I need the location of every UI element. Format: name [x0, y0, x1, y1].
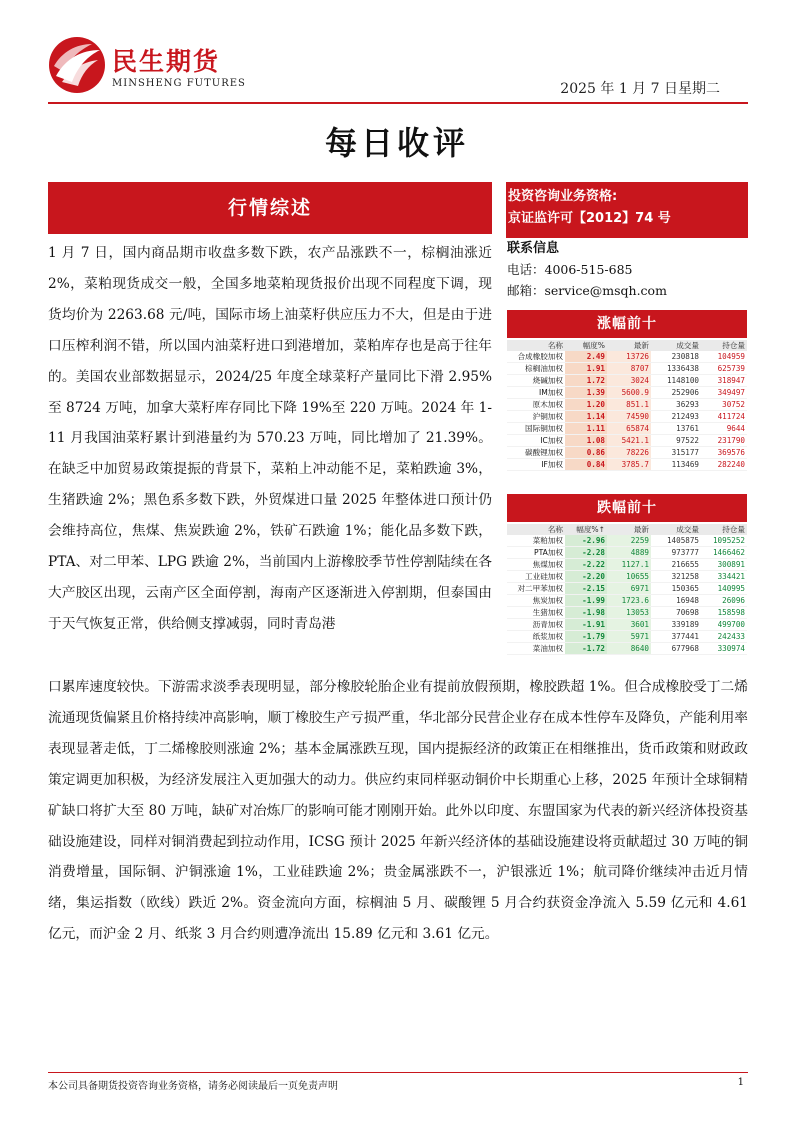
cell-chg: -2.20	[565, 571, 607, 583]
cell-chg: -1.79	[565, 631, 607, 643]
summary-paragraph-part1: 1 月 7 日，国内商品期市收盘多数下跌，农产品涨跌不一，棕榈油涨近 2%，菜粕现货成交一般，全国多地菜粕现货报价出现不同程度下调，现货均价为 2263.68 元/吨，国际市场上油菜籽供应压力不大，但是由于进口压榨利润不错，所以国内油菜籽进口到港增加，菜粕库存也是高于往年的。美国农业部数据显示，2024/25 年度全球菜籽产量同比下滑 2.95%至 8724 万吨，加拿大菜籽库存同比下降 19%至 220 万吨。2024 年 1-11 月我国油菜籽累计到港量约为 570.23 万吨，同比增加了 21.39%。在缺乏中加贸易政策提振的背景下，菜粕上冲动能不足，菜粕跌逾 3%，生猪跌逾 2%；黑色系多数下跌，外贸煤进口量 2025 年整体进口预计仍会维持高位，焦煤、焦炭跌逾 2%，铁矿石跌逾 1%；能化品多数下跌，PTA、对二甲苯、LPG 跌逾 2%，当前国内上游橡胶季节性停割陆续在各大产胶区出现，云南产区全面停割，海南产区逐渐进入停割期，但泰国由于天气恢复正常，供给侧支撑减弱，同时青岛港	[48, 245, 492, 632]
column-header[interactable]: 持仓量	[701, 524, 747, 535]
cell-name: PTA加权	[507, 547, 565, 559]
cell-chg: 1.20	[565, 399, 607, 411]
cell-vol: 16948	[651, 595, 701, 607]
table-row[interactable]	[507, 387, 747, 399]
cell-name: 生猪加权	[507, 607, 565, 619]
cell-oi: 231790	[701, 435, 747, 447]
losers-table	[507, 524, 747, 655]
cell-name: 国际铜加权	[507, 423, 565, 435]
cell-last: 1723.6	[607, 595, 651, 607]
table-row[interactable]	[507, 423, 747, 435]
column-header[interactable]: 持仓量	[701, 340, 747, 351]
cell-oi: 318947	[701, 375, 747, 387]
cell-name: 碳酸锂加权	[507, 447, 565, 459]
cell-oi: 9644	[701, 423, 747, 435]
table-row[interactable]	[507, 607, 747, 619]
cell-oi: 1466462	[701, 547, 747, 559]
column-header[interactable]: 名称	[507, 340, 565, 351]
cell-name: 棕榈油加权	[507, 363, 565, 375]
cell-name: 菜油加权	[507, 643, 565, 655]
cell-vol: 70698	[651, 607, 701, 619]
cell-name: 原木加权	[507, 399, 565, 411]
minsheng-logo-icon	[48, 36, 106, 94]
cell-oi: 411724	[701, 411, 747, 423]
cell-vol: 212493	[651, 411, 701, 423]
cell-vol: 1148100	[651, 375, 701, 387]
column-header[interactable]: 幅度%	[565, 340, 607, 351]
cell-last: 2259	[607, 535, 651, 547]
cell-last: 74590	[607, 411, 651, 423]
cell-chg: 1.11	[565, 423, 607, 435]
cell-chg: -1.91	[565, 619, 607, 631]
column-header[interactable]: 名称	[507, 524, 565, 535]
column-header[interactable]: 成交量	[651, 524, 701, 535]
cell-chg: 1.14	[565, 411, 607, 423]
table-row[interactable]	[507, 375, 747, 387]
cell-last: 3785.7	[607, 459, 651, 471]
cell-oi: 330974	[701, 643, 747, 655]
table-row[interactable]	[507, 535, 747, 547]
gainers-title: 涨幅前十	[507, 310, 747, 338]
column-header[interactable]: 成交量	[651, 340, 701, 351]
cell-oi: 349497	[701, 387, 747, 399]
table-row[interactable]	[507, 459, 747, 471]
cell-name: 焦炭加权	[507, 595, 565, 607]
cell-name: 合成橡胶加权	[507, 351, 565, 363]
table-row[interactable]	[507, 631, 747, 643]
qualification-line1: 投资咨询业务资格:	[508, 189, 618, 204]
cell-last: 3024	[607, 375, 651, 387]
cell-oi: 1095252	[701, 535, 747, 547]
cell-oi: 104959	[701, 351, 747, 363]
cell-chg: 2.49	[565, 351, 607, 363]
footer-disclaimer: 本公司具备期货投资咨询业务资格，请务必阅读最后一页免责声明	[48, 1081, 338, 1092]
cell-vol: 113469	[651, 459, 701, 471]
cell-oi: 30752	[701, 399, 747, 411]
cell-vol: 973777	[651, 547, 701, 559]
column-header[interactable]: 最新	[607, 340, 651, 351]
cell-name: 菜粕加权	[507, 535, 565, 547]
cell-vol: 321258	[651, 571, 701, 583]
cell-name: 沥青加权	[507, 619, 565, 631]
cell-vol: 677968	[651, 643, 701, 655]
losers-title: 跌幅前十	[507, 494, 747, 522]
cell-chg: 1.08	[565, 435, 607, 447]
qualification-box	[506, 182, 748, 238]
cell-vol: 150365	[651, 583, 701, 595]
cell-chg: 0.84	[565, 459, 607, 471]
cell-chg: 1.39	[565, 387, 607, 399]
report-date: 2025 年 1 月 7 日星期二	[560, 81, 720, 97]
contact-email[interactable]: 邮箱：service@msqh.com	[507, 283, 667, 298]
contact-info	[507, 238, 747, 301]
contact-phone: 电话：4006-515-685	[507, 262, 633, 277]
cell-vol: 216655	[651, 559, 701, 571]
cell-chg: 1.91	[565, 363, 607, 375]
cell-name: 工业硅加权	[507, 571, 565, 583]
cell-vol: 97522	[651, 435, 701, 447]
cell-oi: 282240	[701, 459, 747, 471]
cell-name: 烧碱加权	[507, 375, 565, 387]
cell-vol: 13761	[651, 423, 701, 435]
cell-oi: 625739	[701, 363, 747, 375]
cell-last: 8707	[607, 363, 651, 375]
cell-chg: 0.86	[565, 447, 607, 459]
cell-name: IC加权	[507, 435, 565, 447]
table-row[interactable]	[507, 435, 747, 447]
cell-last: 1127.1	[607, 559, 651, 571]
cell-vol: 339189	[651, 619, 701, 631]
cell-oi: 26096	[701, 595, 747, 607]
summary-paragraph-part2: 口累库速度较快。下游需求淡季表现明显，部分橡胶轮胎企业有提前放假预期，橡胶跌超 1%。但合成橡胶受丁二烯流通现货偏紧且价格持续冲高影响，顺丁橡胶生产亏损严重，华北部分民营企业存在成本性停车及降负，产能利用率表现显著走低，丁二烯橡胶则涨逾 2%；基本金属涨跌互现，国内提振经济的政策正在相继推出，货币政策和财政政策定调更加积极，为经济发展注入更加强大的动力。供应约束同样驱动铜价中长期重心上移，2025 年预计全球铜精矿缺口将扩大至 80 万吨，缺矿对冶炼厂的影响可能才刚刚开始。此外以印度、东盟国家为代表的新兴经济体投资基础设施建设，同样对铜消费起到拉动作用，ICSG 预计 2025 年新兴经济体的基础设施建设将贡献超过 30 万吨的铜消费增量，国际铜、沪铜涨逾 1%，工业硅跌逾 2%；贵金属涨跌不一，沪银涨近 1%；航司降价继续冲击近月情绪，集运指数（欧线）跌近 2%。资金流向方面，棕榈油 5 月、碳酸锂 5 月合约获资金净流入 5.59 亿元和 4.61 亿元，而沪金 2 月、纸浆 3 月合约则遭净流出 15.89 亿元和 3.61 亿元。	[48, 679, 748, 943]
cell-chg: -1.72	[565, 643, 607, 655]
cell-oi: 300891	[701, 559, 747, 571]
cell-last: 4889	[607, 547, 651, 559]
cell-chg: -2.96	[565, 535, 607, 547]
cell-oi: 369576	[701, 447, 747, 459]
cell-last: 13053	[607, 607, 651, 619]
table-row[interactable]	[507, 411, 747, 423]
cell-name: IM加权	[507, 387, 565, 399]
table-row[interactable]	[507, 351, 747, 363]
cell-last: 8640	[607, 643, 651, 655]
cell-last: 65874	[607, 423, 651, 435]
cell-last: 5421.1	[607, 435, 651, 447]
table-row[interactable]	[507, 363, 747, 375]
gainers-table	[507, 340, 747, 471]
table-row[interactable]	[507, 559, 747, 571]
cell-chg: 1.72	[565, 375, 607, 387]
table-row[interactable]	[507, 595, 747, 607]
cell-vol: 1336438	[651, 363, 701, 375]
contact-title: 联系信息	[507, 241, 560, 256]
cell-name: 焦煤加权	[507, 559, 565, 571]
footer-divider	[48, 1072, 748, 1073]
column-header[interactable]: 最新	[607, 524, 651, 535]
cell-name: IF加权	[507, 459, 565, 471]
cell-last: 3601	[607, 619, 651, 631]
cell-name: 纸浆加权	[507, 631, 565, 643]
cell-vol: 36293	[651, 399, 701, 411]
table-row[interactable]	[507, 643, 747, 655]
logo-text-cn: 民生期货	[112, 47, 221, 76]
table-row[interactable]	[507, 547, 747, 559]
table-row[interactable]	[507, 571, 747, 583]
cell-oi: 334421	[701, 571, 747, 583]
cell-name: 对二甲苯加权	[507, 583, 565, 595]
page-number: 1	[737, 1077, 744, 1088]
qualification-line2: 京证监许可【2012】74 号	[508, 211, 671, 226]
section-title-banner: 行情综述	[48, 182, 492, 234]
table-row[interactable]	[507, 583, 747, 595]
cell-chg: -2.22	[565, 559, 607, 571]
cell-vol: 1405875	[651, 535, 701, 547]
cell-oi: 140995	[701, 583, 747, 595]
cell-last: 5600.9	[607, 387, 651, 399]
cell-vol: 377441	[651, 631, 701, 643]
cell-chg: -2.15	[565, 583, 607, 595]
table-row[interactable]	[507, 619, 747, 631]
table-row[interactable]	[507, 447, 747, 459]
cell-name: 沪铜加权	[507, 411, 565, 423]
cell-oi: 242433	[701, 631, 747, 643]
logo-text-en: MINSHENG FUTURES	[112, 78, 246, 89]
cell-last: 78226	[607, 447, 651, 459]
page-title: 每日收评	[324, 124, 469, 162]
table-row[interactable]	[507, 399, 747, 411]
cell-vol: 252906	[651, 387, 701, 399]
cell-oi: 158598	[701, 607, 747, 619]
header-divider	[48, 102, 748, 104]
cell-last: 6971	[607, 583, 651, 595]
column-header[interactable]: 幅度%↑	[565, 524, 607, 535]
page-header	[48, 36, 748, 100]
cell-oi: 499700	[701, 619, 747, 631]
cell-chg: -2.28	[565, 547, 607, 559]
cell-vol: 315177	[651, 447, 701, 459]
cell-vol: 230818	[651, 351, 701, 363]
cell-last: 13726	[607, 351, 651, 363]
cell-chg: -1.98	[565, 607, 607, 619]
cell-last: 5971	[607, 631, 651, 643]
cell-last: 10655	[607, 571, 651, 583]
cell-last: 851.1	[607, 399, 651, 411]
cell-chg: -1.99	[565, 595, 607, 607]
